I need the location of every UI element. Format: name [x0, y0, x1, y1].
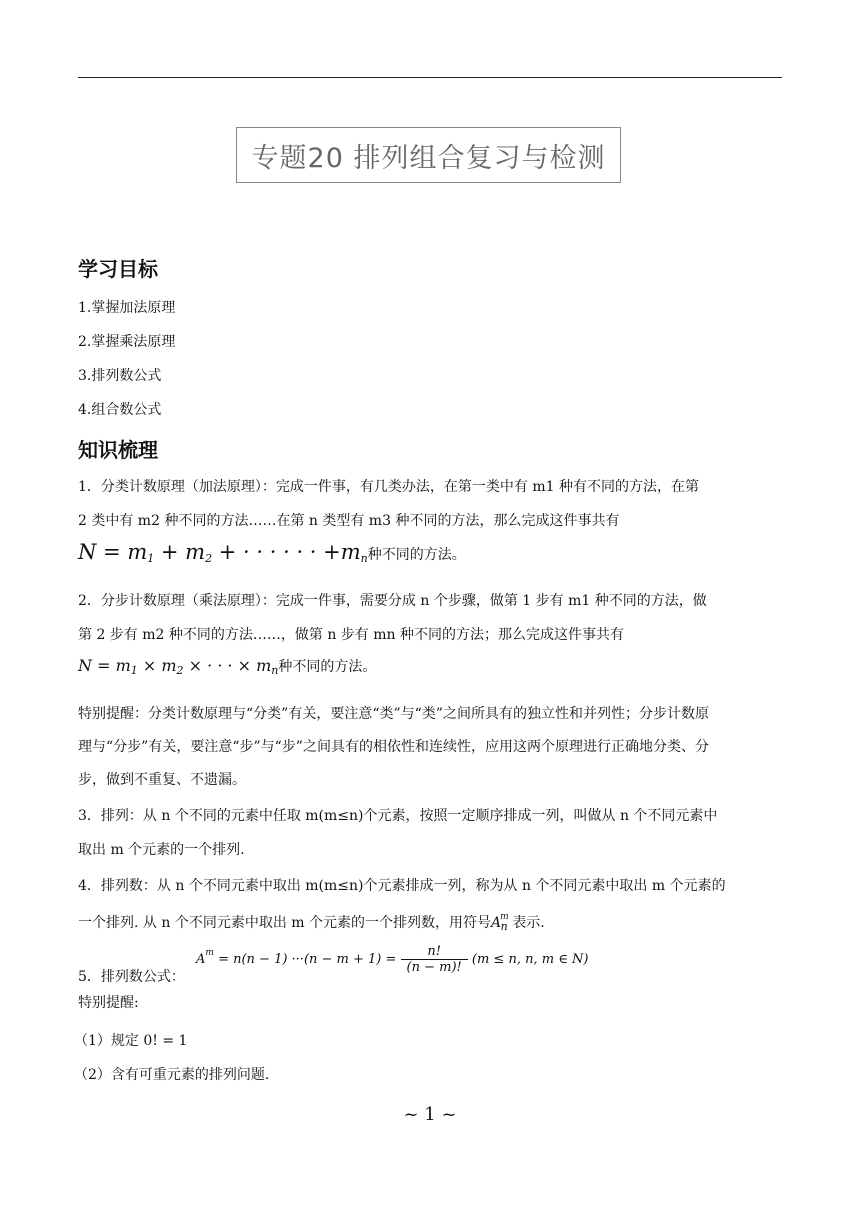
goal-item-2: 2.掌握乘法原理 — [78, 334, 176, 350]
goals-heading: 学习目标 — [78, 257, 158, 281]
permutation-symbol: $A^m_n$ — [491, 912, 509, 933]
page-number: ~ 1 ~ — [403, 1104, 457, 1125]
note-line1: 特别提醒：分类计数原理与“分类”有关，要注意“类”与“类”之间所具有的独立性和并列性；分步计数原 — [78, 706, 709, 722]
knowledge-heading: 知识梳理 — [78, 438, 158, 462]
p1-formula-line — [78, 540, 466, 565]
note-line3: 步，做到不重复、不遗漏。 — [78, 772, 246, 788]
p1-line1: 1．分类计数原理（加法原理）：完成一件事，有几类办法，在第一类中有 m1 种有不同的方法，在第 — [78, 479, 699, 495]
goal-item-4: 4.组合数公式 — [78, 402, 162, 418]
p2-line1: 2．分步计数原理（乘法原理）：完成一件事，需要分成 n 个步骤，做第 1 步有 m1 种不同的方法，做 — [78, 593, 707, 609]
title-box — [236, 127, 621, 183]
note2-item2: （2）含有可重元素的排列问题. — [74, 1067, 270, 1083]
goal-item-3: 3.排列数公式 — [78, 368, 162, 384]
note2-item1: （1）规定 0! = 1 — [74, 1033, 188, 1049]
p2-formula-line — [78, 656, 376, 677]
p5-label: 5．排列数公式： — [78, 969, 185, 985]
permutation-formula: $A^m = n(n - 1) \cdot\cdot\cdot(n - m + 1)$ = $\frac{n!}{(n - m)!}$ (m ≤ n, n, m ∈ N) — [196, 944, 589, 975]
note-line2: 理与“分步”有关，要注意“步”与“步”之间具有的相依性和连续性，应用这两个原理进行正确地分类、分 — [78, 739, 709, 755]
addition-formula: $N = m_1 + m_2$ + · · · · · · $+m_n$ — [78, 540, 368, 565]
header-rule — [78, 77, 782, 78]
p2-suffix: 种不同的方法。 — [278, 659, 377, 675]
multiplication-formula: $N = m_1 \times m_2$ × · · · × $m_n$ — [78, 656, 279, 677]
p1-suffix: 种不同的方法。 — [367, 547, 466, 563]
p1-line2: 2 类中有 m2 种不同的方法……在第 n 类型有 m3 种不同的方法，那么完成这件事共有 — [78, 513, 620, 529]
p3-line1: 3．排列：从 n 个不同的元素中任取 m(m≤n)个元素，按照一定顺序排成一列，叫做从 n 个不同元素中 — [78, 808, 718, 824]
p2-line2: 第 2 步有 m2 种不同的方法……，做第 n 步有 mn 种不同的方法；那么完成这件事共有 — [78, 627, 624, 643]
p4-line1: 4．排列数：从 n 个不同元素中取出 m(m≤n)个元素排成一列，称为从 n 个不同元素中取出 m 个元素的 — [78, 878, 726, 894]
note2-title: 特别提醒: — [78, 995, 139, 1011]
p4-suffix: 表示. — [512, 915, 545, 931]
p4-line2-wrap — [78, 912, 545, 933]
goal-item-1: 1.掌握加法原理 — [78, 300, 176, 316]
p4-line2: 一个排列. 从 n 个不同元素中取出 m 个元素的一个排列数，用符号 — [78, 915, 491, 931]
p3-line2: 取出 m 个元素的一个排列. — [78, 842, 245, 858]
page-title: 专题20 排列组合复习与检测 — [251, 142, 606, 174]
